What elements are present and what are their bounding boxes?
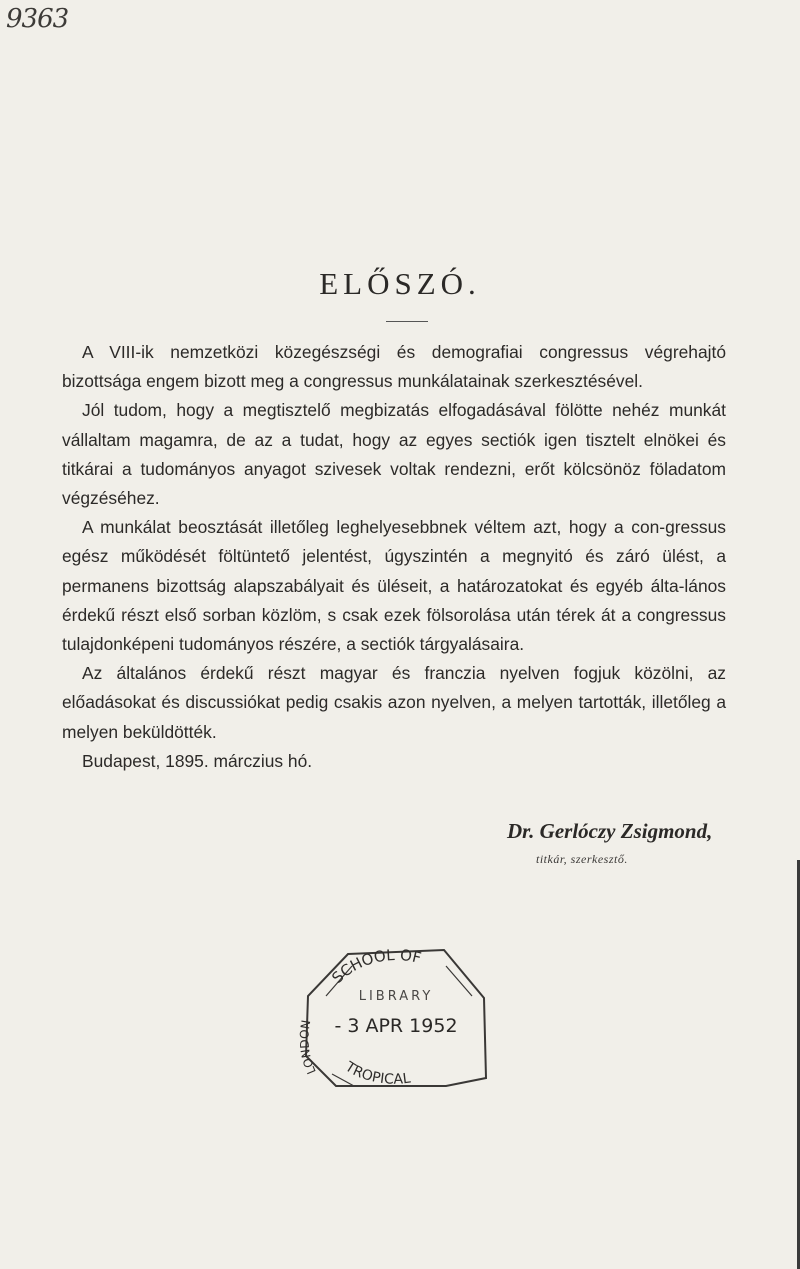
stamp-middle-text: LIBRARY	[358, 989, 434, 1004]
preface-body	[62, 338, 726, 776]
stamp-date-text: - 3 APR 1952	[334, 1015, 458, 1037]
paragraph: Az általános érdekű részt magyar és franczia nyelven fogjuk közölni, az előadásokat és discussiókat pedig csakis azon nyelven, a melyen tartották, illetőleg a melyen beküldötték.	[62, 663, 726, 742]
heading-rule	[386, 321, 428, 322]
page-heading: ELŐSZÓ.	[319, 266, 481, 301]
handwritten-shelfmark: 9363	[6, 4, 69, 34]
paragraph: A munkálat beosztását illetőleg leghelyesebbnek véltem azt, hogy a con-gressus egész működését föltüntető jelentést, úgyszintén a megnyitó és záró ülést, a permanens bizottság alapszabályait és üléseit, a határozatokat és egyéb álta-lános érdekű részt első sorban közlöm, s csak ezek fölsorolása után térek át a congressus tulajdonképeni tudományos részére, a sectiók tárgyalásaira.	[62, 517, 726, 655]
stamp-top-text: SCHOOL OF	[328, 945, 423, 988]
signature-name: Dr. Gerlóczy Zsigmond,	[507, 819, 713, 843]
paragraph: A VIII-ik nemzetközi közegészségi és demografiai congressus végrehajtó bizottsága engem bizott meg a congressus munkálatainak szerkesztésével.	[62, 342, 726, 392]
library-stamp	[296, 936, 496, 1106]
signature-role: titkár, szerkesztő.	[536, 852, 628, 866]
stamp-bottom-text: TROPICAL	[342, 1058, 412, 1088]
dateline: Budapest, 1895. márczius hó.	[82, 750, 313, 771]
stamp-left-text: LONDON	[297, 1018, 319, 1077]
paragraph: Jól tudom, hogy a megtisztelő megbizatás elfogadásával fölötte nehéz munkát vállaltam magamra, de az a tudat, hogy az egyes sectiók igen tisztelt elnökei és titkárai a tudományos anyagot szivesek voltak rendezni, erőt kölcsönöz föladatom végzéséhez.	[62, 400, 726, 509]
